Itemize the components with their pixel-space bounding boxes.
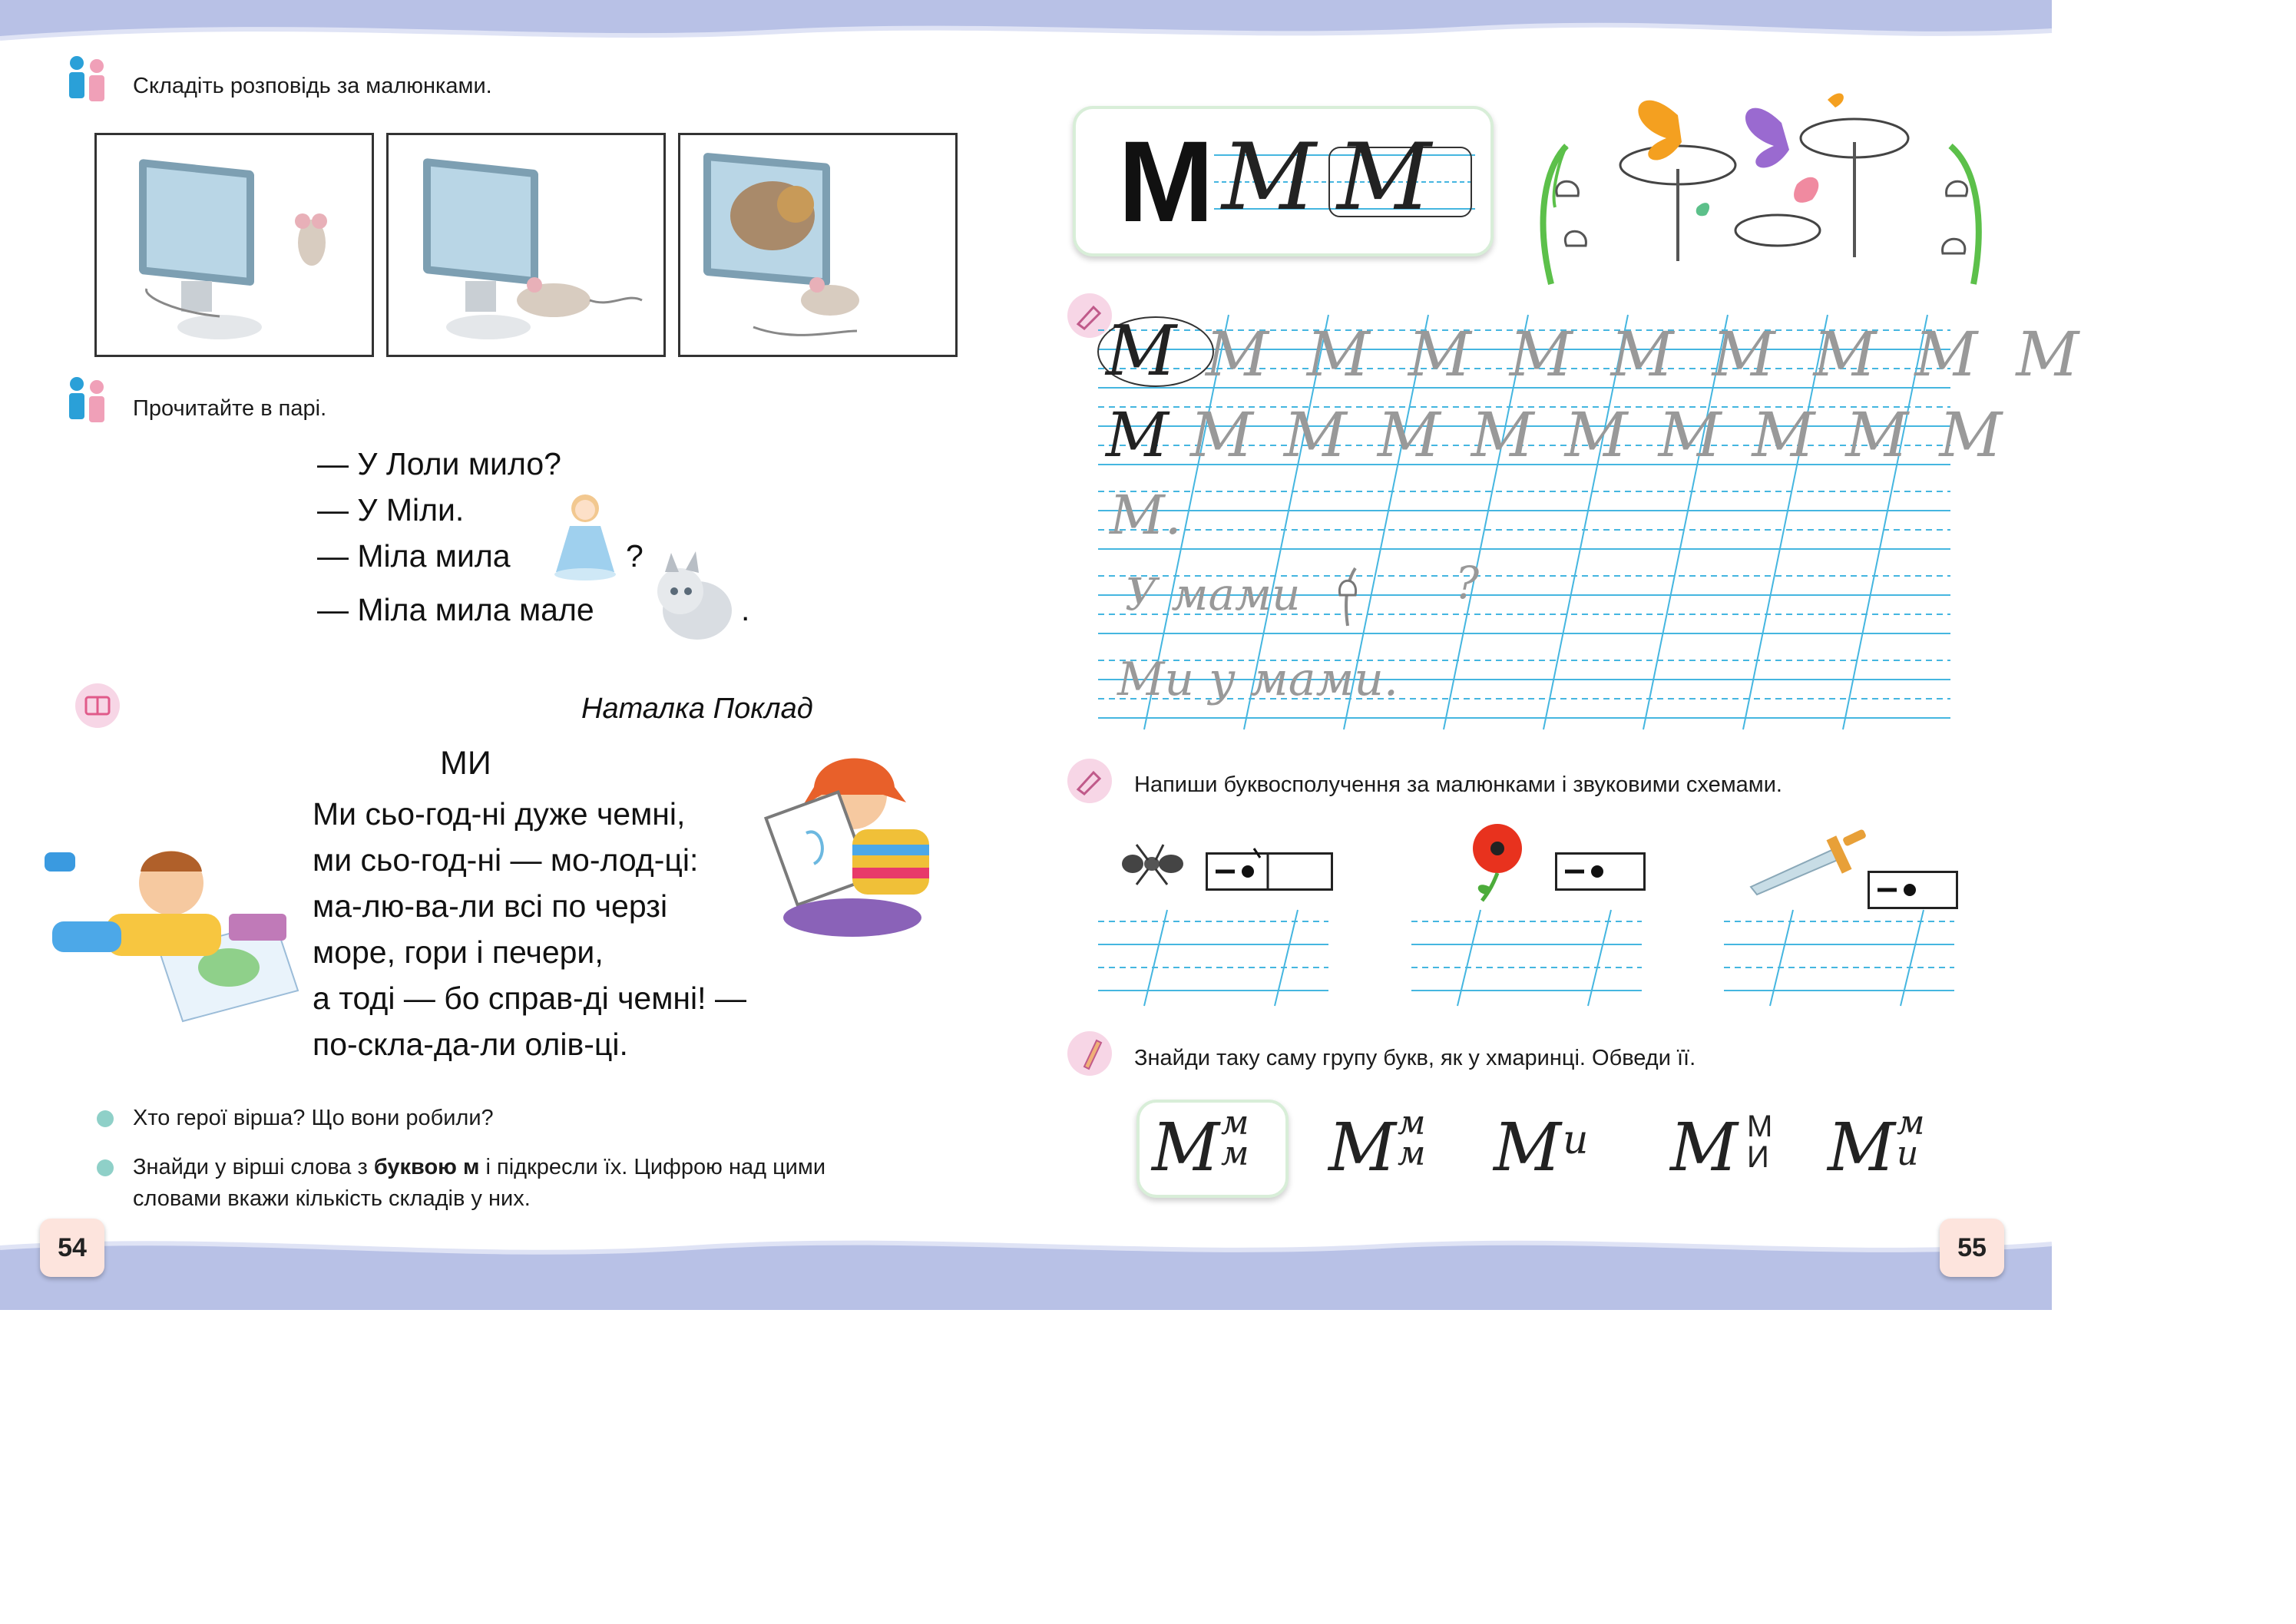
poem-author: Наталка Поклад — [581, 693, 813, 725]
page-number-right: 55 — [1940, 1219, 2004, 1277]
pair-work-icon — [63, 55, 114, 109]
question-find-words-bold: буквою м — [373, 1155, 480, 1179]
poem-title: МИ — [440, 745, 491, 782]
flowers-butterflies-picture — [1505, 54, 2004, 292]
group-big-letter: М — [1828, 1110, 1896, 1186]
pencil-icon — [1067, 1031, 1112, 1076]
boy-drawing-picture — [45, 837, 302, 1021]
group-big-letter: М — [1494, 1110, 1562, 1186]
question-find-words-line2: словами вкажи кількість складів у них. — [133, 1186, 531, 1211]
top-wave-decoration — [0, 0, 2052, 46]
letter-m-print: М — [1118, 117, 1214, 246]
poem-line-1: Ми сьо-год-ні дуже чемні, — [313, 796, 686, 832]
doll-picture — [547, 491, 624, 584]
group-big-letter: М — [1152, 1110, 1220, 1186]
copy-row-2 — [1098, 399, 2033, 476]
group-small-top: м — [1897, 1103, 1925, 1143]
task-read-in-pairs: Прочитайте в парі. — [133, 396, 327, 421]
sound-scheme-2 — [1555, 852, 1646, 891]
snowdrop-picture — [1321, 553, 1375, 630]
group-small-top: м — [1221, 1103, 1249, 1143]
poem-line-3: ма-лю-ва-ли всі по черзі — [313, 888, 668, 924]
letter-group-option-3[interactable] — [1662, 1102, 1801, 1190]
group-small-top: и — [1563, 1117, 1589, 1163]
letter-m-cursive-lower: М — [1222, 124, 1316, 231]
poem-line-4: море, гори і печери, — [313, 934, 604, 970]
letter-group-option-2[interactable] — [1486, 1102, 1624, 1190]
copy-sample-letter: М — [1106, 311, 1177, 392]
writing-lines-3 — [1724, 910, 1954, 1010]
group-small-bottom: И — [1747, 1140, 1769, 1174]
story-picture-3 — [678, 133, 958, 357]
read-book-icon — [75, 683, 120, 728]
story-picture-1 — [94, 133, 374, 357]
copy-sample-letter-2: М — [1106, 399, 1169, 471]
pair-work-icon — [63, 376, 114, 430]
letter-m-card — [1073, 106, 1494, 256]
bottom-wave-decoration — [0, 1217, 2052, 1310]
question-find-words-part2: і підкресли їх. Цифрою над цими — [479, 1155, 826, 1179]
copy-trace-letters: МММММММММ — [1206, 319, 2118, 390]
letter-group-option-4[interactable] — [1820, 1102, 1958, 1190]
sound-scheme-1 — [1206, 852, 1333, 891]
bullet-point — [97, 1159, 114, 1176]
dialog-line-4: — Міла мила мале — [317, 592, 594, 627]
ant-picture — [1117, 837, 1186, 891]
copy-row-5: Ми у мами. — [1117, 653, 1399, 706]
group-small-top: М — [1747, 1110, 1773, 1143]
task-find-same-group: Знайди таку саму групу букв, як у хмаринці. Обведи її. — [1134, 1046, 1696, 1070]
sound-scheme-3 — [1868, 871, 1958, 909]
dialog-question-mark: ? — [626, 538, 643, 574]
dialog-line-3: — Міла мила — [317, 538, 511, 574]
task-compose-story: Складіть розповідь за малюнками. — [133, 74, 492, 98]
girl-drawing-picture — [760, 749, 945, 941]
kitten-picture — [643, 537, 743, 645]
copy-row-4: У мами — [1125, 568, 1301, 620]
task-write-letter-combinations: Напиши буквосполучення за малюнками і звуковими схемами. — [1134, 772, 1782, 797]
writing-lines-2 — [1411, 910, 1642, 1010]
poem-line-2: ми сьо-год-ні — мо-лод-ці: — [313, 842, 699, 878]
letter-group-option-1[interactable] — [1321, 1102, 1459, 1190]
letter-m-cursive-upper: М — [1337, 124, 1431, 231]
copy-row-3: М. — [1110, 484, 1182, 547]
story-picture-2 — [386, 133, 666, 357]
question-find-words — [133, 1155, 954, 1180]
group-small-bottom: и — [1897, 1134, 1919, 1173]
poppy-picture — [1459, 818, 1536, 902]
dialog-line-2: — У Міли. — [317, 492, 465, 528]
poem-line-6: по-скла-да-ли олів-ці. — [313, 1027, 628, 1062]
question-heroes: Хто герої вірша? Що вони робили? — [133, 1106, 494, 1130]
letter-group-sample — [1144, 1102, 1282, 1190]
group-small-top: м — [1398, 1103, 1426, 1143]
copy-row-4-mark: ? — [1455, 557, 1480, 609]
group-big-letter: М — [1328, 1110, 1397, 1186]
question-find-words-part1: Знайди у вірші слова з — [133, 1155, 374, 1179]
poem-line-5: а тоді — бо справ-ді чемні! — — [313, 981, 746, 1016]
page-number-left: 54 — [40, 1219, 104, 1277]
writing-lines-1 — [1098, 910, 1328, 1010]
dialog-period: . — [741, 592, 750, 627]
copy-row-1 — [1098, 311, 2118, 403]
writing-hand-icon — [1067, 759, 1112, 803]
group-small-bottom: м — [1221, 1134, 1249, 1173]
dialog-line-1: — У Лоли мило? — [317, 446, 561, 481]
copy-trace-letters-2: МММММММММ — [1190, 399, 2033, 471]
group-big-letter: М — [1670, 1110, 1739, 1186]
bullet-point — [97, 1110, 114, 1127]
sword-picture — [1743, 818, 1874, 895]
group-small-bottom: м — [1398, 1134, 1426, 1173]
